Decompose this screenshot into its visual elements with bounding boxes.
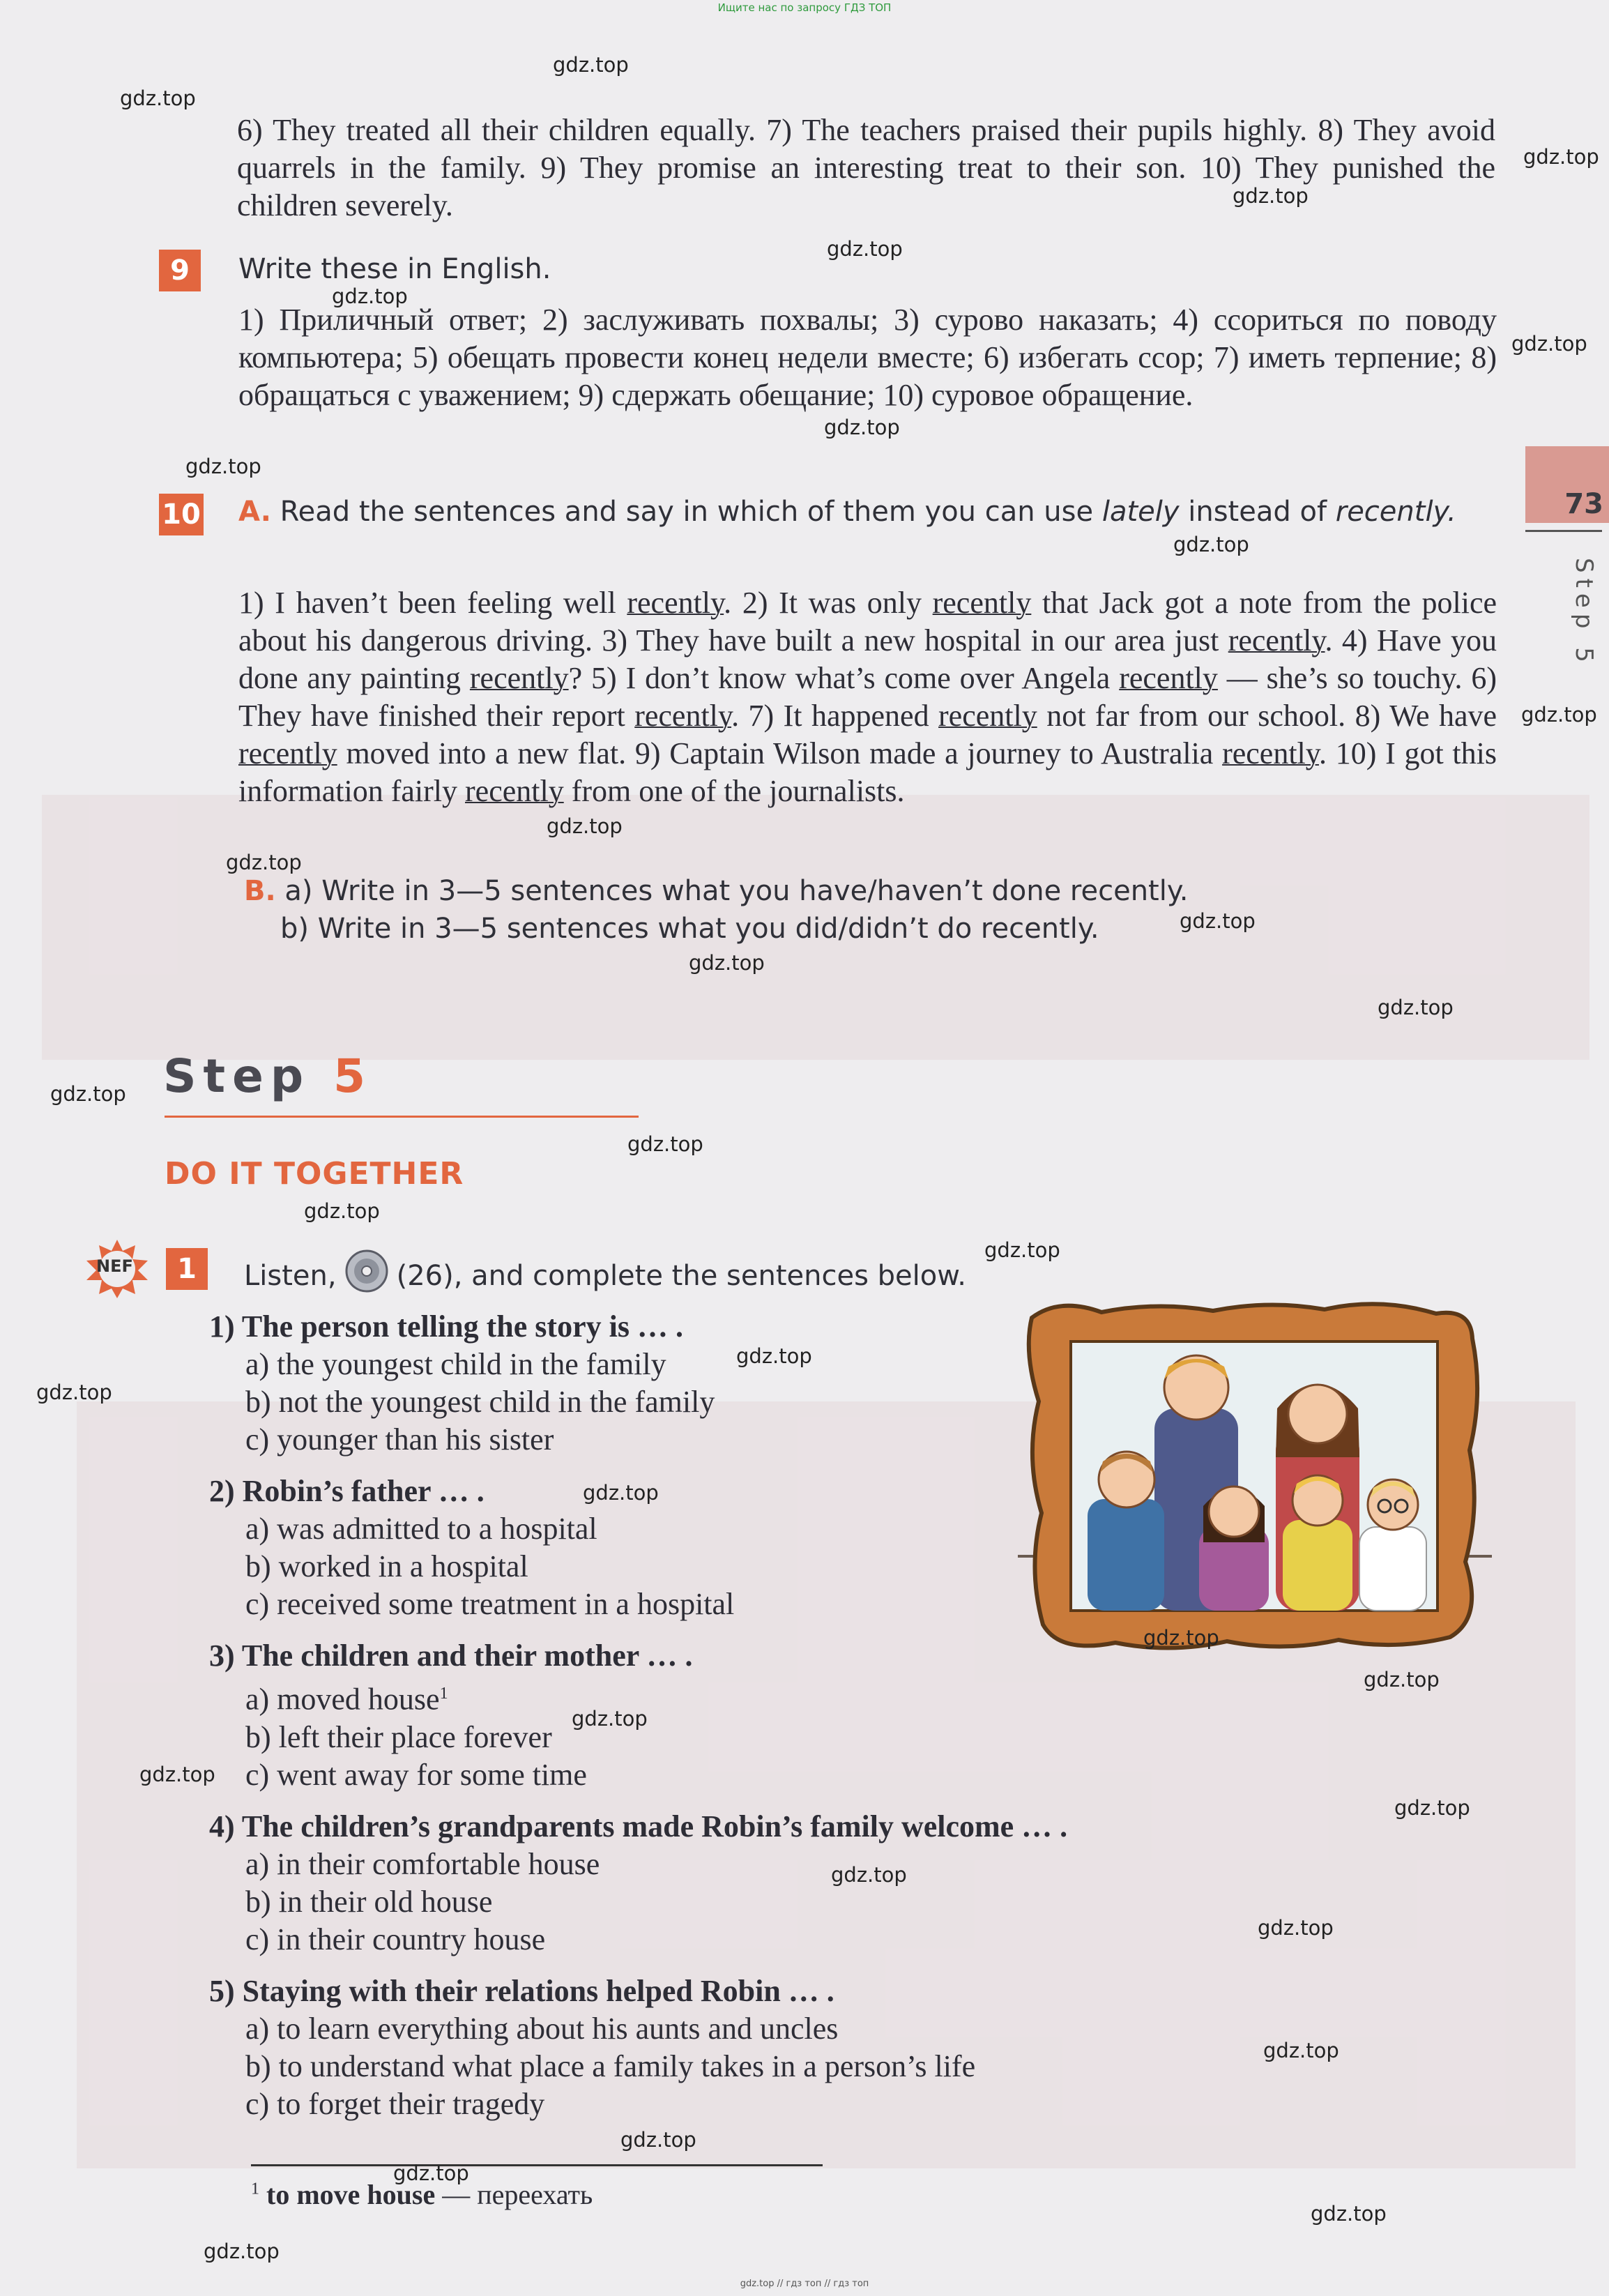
watermark: gdz.top — [50, 1082, 126, 1106]
exercise-number-1: 1 — [166, 1248, 208, 1290]
watermark: gdz.top — [204, 2240, 280, 2263]
question-text: 2) Robin’s father … . — [209, 1474, 485, 1508]
underlined-word: recently — [627, 586, 724, 620]
exercise-10a-recently: recently. — [1335, 496, 1456, 528]
exercise-number-9: 9 — [159, 250, 201, 291]
question-text: 4) The children’s grandparents made Robin’s family welcome … . — [209, 1809, 1068, 1843]
sentence-text: . — [731, 699, 749, 733]
watermark: gdz.top — [572, 1707, 648, 1731]
exercise-10-sentences — [238, 584, 1497, 810]
answer-option — [245, 1921, 1088, 1959]
underlined-word: recently — [1228, 623, 1325, 657]
watermark: gdz.top — [1311, 2202, 1387, 2226]
answer-option — [245, 1421, 1088, 1459]
exercise-10a-letter: A. — [238, 496, 271, 528]
exercise-number-10: 10 — [159, 494, 204, 535]
watermark: gdz.top — [1394, 1796, 1470, 1820]
exercise-10b-line-2: b) Write in 3—5 sentences what you did/didn’t do recently. — [280, 913, 1099, 945]
answer-option — [245, 2085, 1088, 2123]
sentence-text: 3) They have built a new hospital in our area just — [602, 623, 1228, 657]
footnote-definition: — переехать — [435, 2179, 593, 2210]
answer-option — [245, 1846, 1088, 1883]
exercise-10a-lately: lately — [1101, 496, 1180, 528]
cd-icon — [345, 1249, 388, 1302]
answer-option-text: c) went away for some time — [245, 1757, 587, 1792]
answer-option — [245, 2010, 1088, 2048]
question-block — [209, 1637, 1088, 1794]
exercise-10b-line-1 — [244, 873, 1189, 909]
exercise-10a-text-2: instead of — [1188, 496, 1327, 528]
underlined-word: recently — [932, 586, 1032, 620]
footnote-term: to move house — [266, 2179, 436, 2210]
exercise-1-instruction — [244, 1249, 966, 1302]
family-portrait-illustration — [1018, 1297, 1492, 1673]
watermark: gdz.top — [1263, 2039, 1339, 2062]
watermark: gdz.top — [1378, 996, 1454, 1019]
answer-option-text: a) to learn everything about his aunts and uncles — [245, 2011, 839, 2046]
underlined-word: recently — [469, 661, 569, 695]
underlined-word: recently — [465, 774, 564, 808]
sentence-text: 1) I haven’t been feeling well — [238, 586, 627, 620]
question-block — [209, 1308, 1088, 1459]
exercise-10b-letter: B. — [244, 875, 276, 907]
sentence-text: 6) They have finished their report — [238, 661, 1497, 733]
step-heading-rule — [165, 1116, 639, 1118]
question-block — [209, 1808, 1088, 1959]
answer-option — [245, 2048, 1088, 2085]
answer-option — [245, 1383, 1088, 1421]
exercise-10a-instruction — [238, 494, 1497, 530]
sentence-text: that Jack got a note from the police about his dangerous driving. — [238, 586, 1497, 657]
watermark: gdz.top — [393, 2161, 469, 2185]
answer-option-text: c) younger than his sister — [245, 1422, 554, 1457]
watermark: gdz.top — [1258, 1916, 1334, 1940]
header-note: Ищите нас по запросу ГДЗ ТОП — [717, 1, 892, 14]
answer-option — [245, 1510, 1088, 1548]
watermark: gdz.top — [1364, 1668, 1440, 1691]
answer-option — [245, 1548, 1088, 1586]
intro-paragraph: 6) They treated all their children equally. 7) The teachers praised their pupils highly. 8) They avoid quarrels in the family. 9) They promise an interesting treat to their son. 10) They punished the children severely. — [237, 113, 1495, 222]
watermark: gdz.top — [226, 851, 302, 874]
exercise-10b-text-1: a) Write in 3—5 sentences what you have/haven’t done recently. — [284, 875, 1189, 907]
answer-option-text: a) moved house — [245, 1682, 440, 1717]
page-number: 73 — [1564, 488, 1603, 520]
watermark: gdz.top — [1511, 332, 1587, 356]
answer-option-text: c) received some treatment in a hospital — [245, 1587, 735, 1621]
watermark: gdz.top — [139, 1763, 215, 1786]
sentence-text: 5) I don’t know what’s come over Angela — [591, 661, 1120, 695]
watermark: gdz.top — [1180, 909, 1256, 933]
watermark: gdz.top — [304, 1199, 380, 1223]
nef-badge — [82, 1240, 152, 1298]
question-text: 3) The children and their mother … . — [209, 1639, 693, 1673]
sentence-text: — she’s so touchy. — [1217, 661, 1472, 695]
question-text: 1) The person telling the story is … . — [209, 1309, 683, 1344]
sentence-text: 7) It happened — [748, 699, 939, 733]
answer-option — [245, 1756, 1088, 1794]
answer-option — [245, 1346, 1088, 1383]
page-number-rule — [1525, 530, 1602, 532]
answer-option-text: b) left their place forever — [245, 1719, 552, 1754]
side-step-label: Step 5 — [1570, 558, 1598, 668]
answer-option-text: b) not the youngest child in the family — [245, 1385, 715, 1419]
section-title: DO IT TOGETHER — [165, 1156, 464, 1192]
watermark: gdz.top — [736, 1344, 812, 1368]
watermark: gdz.top — [583, 1481, 659, 1505]
underlined-word: recently — [238, 736, 337, 770]
sentence-text: moved into a new flat. — [337, 736, 635, 770]
sentence-text: not far from our school. — [1037, 699, 1355, 733]
sentence-text: . — [724, 586, 742, 620]
watermark: gdz.top — [831, 1863, 907, 1887]
watermark: gdz.top — [1173, 533, 1249, 556]
watermark: gdz.top — [689, 951, 765, 975]
sentence-text: . — [1318, 736, 1336, 770]
answer-option — [245, 1586, 1088, 1623]
step-number: 5 — [333, 1049, 373, 1103]
watermark: gdz.top — [827, 237, 903, 261]
watermark: gdz.top — [120, 86, 196, 110]
nef-label: NEF — [96, 1256, 133, 1276]
sentence-text: 9) Captain Wilson made a journey to Australia — [634, 736, 1223, 770]
watermark: gdz.top — [553, 53, 629, 77]
watermark: gdz.top — [627, 1132, 703, 1156]
answer-option-text: a) was admitted to a hospital — [245, 1512, 597, 1546]
footnote-rule — [251, 2164, 823, 2166]
answer-option-text: a) in their comfortable house — [245, 1846, 600, 1881]
answer-option-text: b) worked in a hospital — [245, 1549, 528, 1583]
watermark: gdz.top — [824, 416, 900, 439]
footnote-ref: 1 — [439, 1685, 448, 1703]
exercise-9-text: 1) Приличный ответ; 2) заслуживать похвалы; 3) сурово наказать; 4) ссориться по поводу компьютера; 5) обещать провести конец недели вместе; 6) избегать ссор; 7) иметь терпение; 8) обращаться с уважением; 9) сдержать обещание; 10) суровое обращение. — [238, 303, 1497, 412]
exercise-1-instruction-post: (26), and complete the sentences below. — [396, 1259, 966, 1292]
sentence-text: . — [1325, 623, 1342, 657]
sentence-text: 10) I got this information fairly — [238, 736, 1497, 808]
step-heading — [163, 1049, 372, 1103]
answer-option — [245, 1883, 1088, 1921]
watermark: gdz.top — [1523, 145, 1599, 169]
answer-option — [245, 1719, 1088, 1756]
sentence-text: 4) Have you done any painting — [238, 623, 1497, 695]
answer-option — [245, 1675, 1088, 1719]
answer-option-text: c) to forget their tragedy — [245, 2086, 545, 2121]
answer-option-text: b) in their old house — [245, 1884, 493, 1919]
watermark: gdz.top — [1143, 1626, 1219, 1650]
sentence-text: ? — [568, 661, 592, 695]
footer-note: gdz.top // гдз топ // гдз топ — [740, 2279, 869, 2289]
underlined-word: recently — [634, 699, 732, 733]
sentence-text: 8) We have — [1355, 699, 1497, 733]
answer-option-text: b) to understand what place a family takes in a person’s life — [245, 2048, 976, 2083]
exercise-1-questions — [209, 1308, 1088, 2123]
watermark: gdz.top — [185, 455, 261, 478]
watermark: gdz.top — [1233, 184, 1309, 208]
question-text: 5) Staying with their relations helped Robin … . — [209, 1973, 834, 2008]
watermark: gdz.top — [1521, 703, 1597, 727]
question-block — [209, 1972, 1088, 2123]
watermark: gdz.top — [36, 1381, 112, 1404]
underlined-word: recently — [1119, 661, 1218, 695]
exercise-10a-text-1: Read the sentences and say in which of them you can use — [280, 496, 1094, 528]
watermark: gdz.top — [332, 284, 408, 308]
answer-option-text: a) the youngest child in the family — [245, 1347, 666, 1381]
sentence-text: 2) It was only — [742, 586, 933, 620]
exercise-1-instruction-pre: Listen, — [244, 1259, 337, 1292]
exercise-9-instruction: Write these in English. — [238, 253, 551, 285]
underlined-word: recently — [1222, 736, 1319, 770]
step-word: Step — [163, 1049, 311, 1103]
watermark: gdz.top — [620, 2128, 696, 2152]
footnote-mark: 1 — [251, 2180, 259, 2198]
sentence-text: from one of the journalists. — [563, 774, 905, 808]
underlined-word: recently — [938, 699, 1037, 733]
watermark: gdz.top — [547, 814, 623, 838]
answer-option-text: c) in their country house — [245, 1922, 546, 1956]
watermark: gdz.top — [984, 1238, 1060, 1262]
